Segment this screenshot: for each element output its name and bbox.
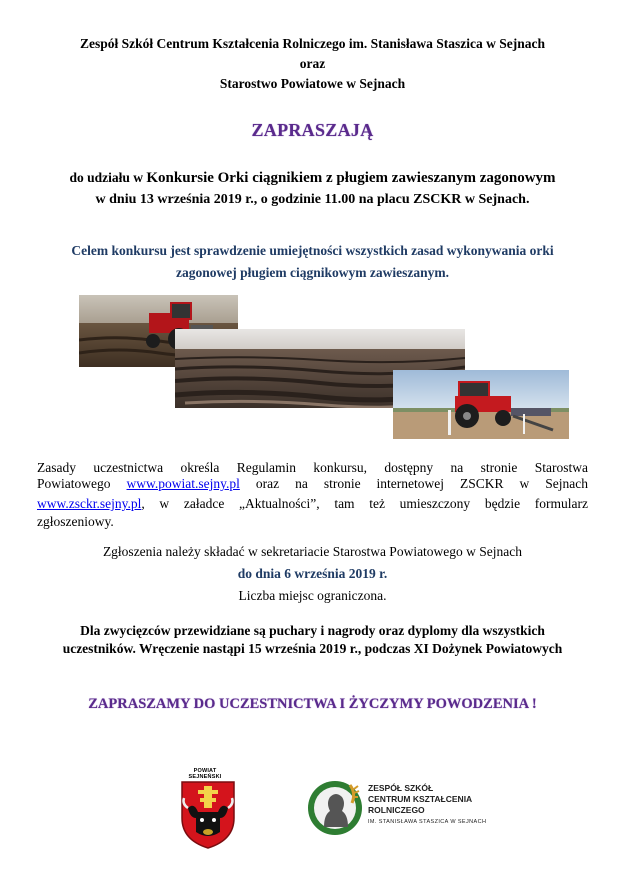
school-logo-line-3: ROLNICZEGO	[368, 805, 425, 815]
page-title: ZAPRASZAJĄ	[251, 120, 374, 140]
county-coat-of-arms	[176, 768, 240, 848]
school-logo-line-4: IM. STANISŁAWA STASZICA W SEJNACH	[368, 819, 487, 825]
invitation-line-2: w dniu 13 września 2019 r., o godzinie 11.00 na placu ZSCKR w Sejnach.	[95, 192, 530, 207]
prizes-line-1: Dla zwycięzców przewidziane są puchary i nagrody oraz dyplomy dla wszystkich	[80, 623, 545, 638]
rules-line-2	[37, 476, 588, 492]
rules-line2-pre: Powiatowego	[37, 476, 111, 491]
rules-line-4: zgłoszeniowy.	[37, 514, 114, 529]
registration-limit: Liczba miejsc ograniczona.	[238, 588, 387, 603]
invitation-contest-name: Konkursie Orki ciągnikiem z pługiem zawieszanym zagonowym	[146, 170, 556, 186]
goal-line-1: Celem konkursu jest sprawdzenie umiejętności wszystkich zasad wykonywania orki	[71, 243, 554, 258]
organizer-conjunction: oraz	[299, 56, 326, 71]
shield-icon	[176, 778, 240, 850]
rules-line-1: Zasady uczestnictwa określa Regulamin konkursu, dostępny na stronie Starostwa	[37, 460, 588, 475]
school-logo-emblem	[306, 779, 364, 837]
rules-line3-post: , w załadce „Aktualności”, tam też umieszczony będzie formularz	[141, 496, 588, 511]
rules-line2-post: oraz na stronie internetowej ZSCKR w Sejnach	[255, 476, 589, 491]
prizes-line-2: uczestników. Wręczenie nastąpi 15 września 2019 r., podczas XI Dożynek Powiatowych	[62, 641, 563, 656]
goal-line-2: zagonowej pługiem ciągnikowym zawieszanym.	[176, 265, 449, 280]
wheat-portrait-icon	[306, 779, 364, 837]
organizer-county: Starostwo Powiatowe w Sejnach	[219, 76, 406, 91]
invitation-pre: do udziału w	[69, 170, 147, 185]
school-logo-text	[368, 783, 518, 828]
invitation-line-1	[0, 170, 625, 187]
registration-deadline: do dnia 6 września 2019 r.	[237, 566, 388, 581]
rules-line-3	[37, 496, 588, 512]
school-website-link[interactable]: www.zsckr.sejny.pl	[37, 496, 142, 511]
photo-tractor-field	[393, 370, 569, 439]
school-logo-line-2: CENTRUM KSZTAŁCENIA	[368, 794, 473, 804]
county-logo-label: POWIAT SEJNEŃSKI	[188, 768, 222, 780]
closing-slogan: ZAPRASZAMY DO UCZESTNICTWA I ŻYCZYMY POWODZENIA !	[88, 696, 537, 712]
organizer-school: Zespół Szkół Centrum Kształcenia Rolniczego im. Stanisława Staszica w Sejnach	[80, 36, 545, 51]
school-logo-line-1: ZESPÓŁ SZKÓŁ	[368, 783, 434, 793]
registration-line: Zgłoszenia należy składać w sekretariacie Starostwa Powiatowego w Sejnach	[102, 544, 523, 559]
county-website-link[interactable]: www.powiat.sejny.pl	[126, 476, 240, 491]
